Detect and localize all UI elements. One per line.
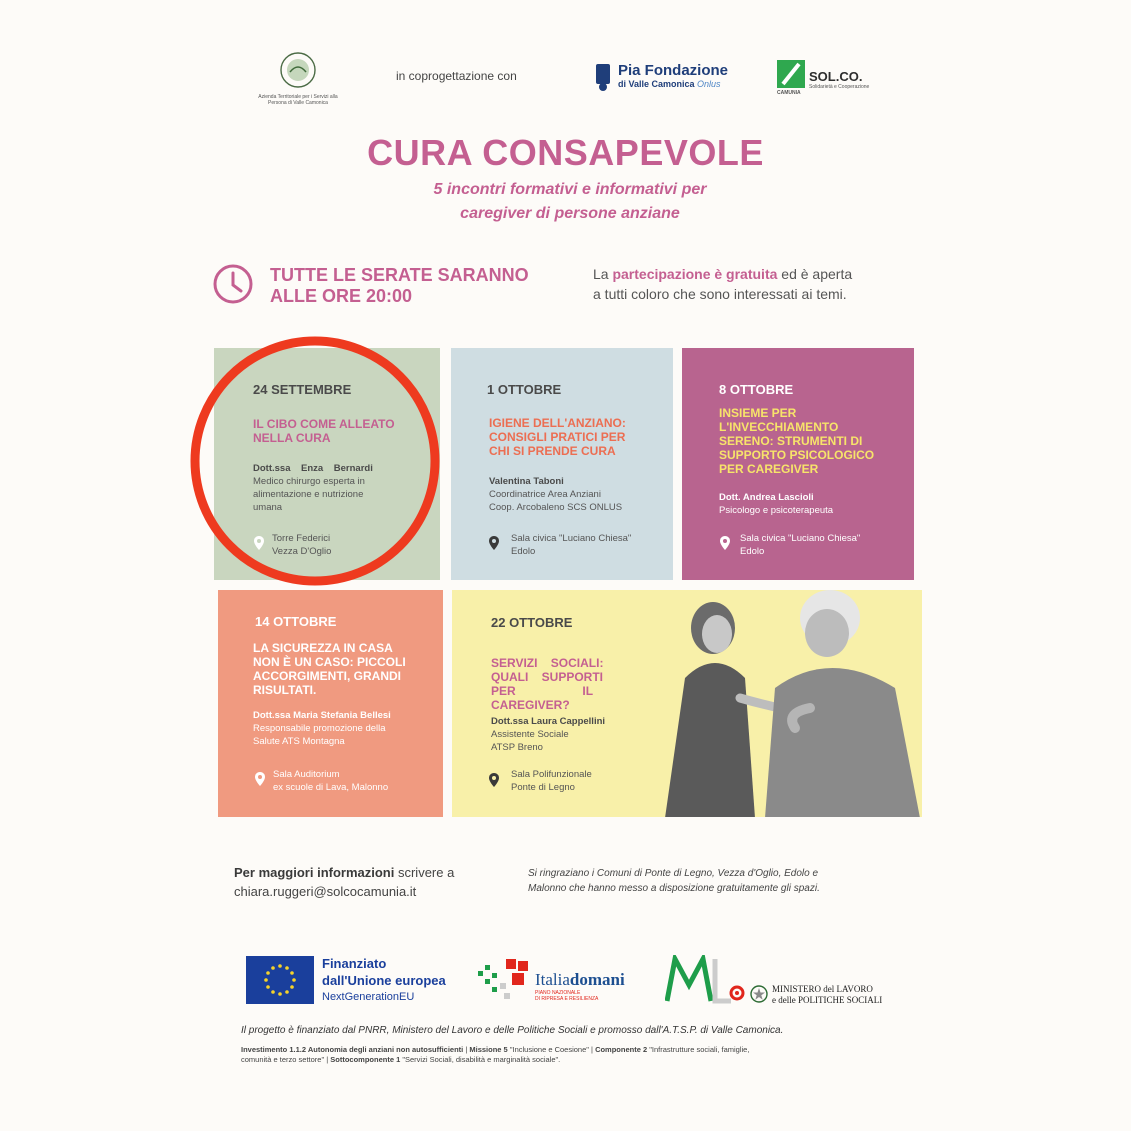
topic-line: IGIENE DELL'ANZIANO: (489, 416, 626, 430)
contact-bold: Per maggiori informazioni (234, 865, 395, 880)
topic-line: INSIEME PER (719, 406, 797, 420)
venue-line: Sala civica "Luciano Chiesa" (511, 533, 632, 544)
inv-b2: Missione 5 (469, 1045, 508, 1054)
inv-t2: "Inclusione e Coesione" | (507, 1045, 596, 1054)
eu-line-3: NextGenerationEU (322, 991, 415, 1003)
schedule-time (270, 265, 529, 307)
event-topic (253, 641, 406, 697)
inv-b4: Sottocomponente 1 (330, 1055, 401, 1064)
event-venue (273, 768, 388, 794)
inv-t4: comunità e terzo settore" | (241, 1055, 331, 1064)
event-venue (511, 768, 592, 794)
inv-b1: Investimento 1.1.2 Autonomia degli anziani non autosufficienti (241, 1045, 464, 1054)
location-pin-icon (255, 772, 265, 786)
event-speaker: Dott. Andrea Lascioli (719, 492, 814, 503)
ministero-line-1: MINISTERO del LAVORO (772, 984, 873, 994)
role-line: Coordinatrice Area Anziani (489, 489, 601, 500)
contact-email[interactable]: chiara.ruggeri@solcocamunia.it (234, 884, 417, 899)
italiadomani-logo (535, 970, 625, 1002)
time-line-1: TUTTE LE SERATE SARANNO (270, 265, 529, 285)
solco-name: SOL.CO. (809, 69, 863, 84)
italiadomani-name-b: domani (569, 970, 625, 989)
ministero-text (772, 984, 882, 1006)
event-card-14-ottobre (218, 590, 443, 817)
highlight-circle (187, 333, 449, 595)
event-topic (491, 656, 603, 712)
venue-line: Torre Federici (272, 533, 331, 544)
coprogettazione-label: in coprogettazione con (396, 69, 517, 83)
event-speaker-role (489, 488, 622, 514)
topic-line: SUPPORTO PSICOLOGICO (719, 448, 875, 462)
event-venue (511, 532, 631, 558)
italiadomani-emblem-icon (476, 957, 532, 1003)
inv-t5: "Servizi Sociali, disabilità e marginalità sociale". (400, 1055, 561, 1064)
solco-tag: CAMUNIA (777, 90, 801, 96)
role-line: Assistente Sociale (491, 729, 569, 740)
event-speaker: Dott.ssa Enza Bernardi (253, 463, 373, 474)
thanks-line: Si ringraziano i Comuni di Ponte di Legno, Vezza d'Oglio, Edolo e (528, 868, 819, 879)
inv-t1: | (463, 1045, 470, 1054)
location-pin-icon (489, 536, 499, 550)
caregiver-photo (645, 590, 922, 817)
solco-emblem-icon (777, 60, 805, 92)
page-title: CURA CONSAPEVOLE (367, 132, 764, 173)
venue-line: Ponte di Legno (511, 782, 575, 793)
eu-funding-text (322, 955, 446, 1006)
event-speaker-role (253, 722, 386, 748)
time-line-2: ALLE ORE 20:00 (270, 286, 413, 306)
inv-b3: Componente 2 (595, 1045, 648, 1054)
funding-disclaimer: Il progetto è finanziato dal PNRR, Ministero del Lavoro e delle Politiche Sociali e promosso dall'A.T.S.P. di Valle Camonica. (241, 1025, 784, 1036)
thanks-line: Malonno che hanno messo a disposizione gratuitamente gli spazi. (528, 883, 820, 894)
pia-sub2: Onlus (697, 79, 721, 89)
atsp-emblem-icon (258, 50, 338, 90)
role-line: ATSP Breno (491, 742, 543, 753)
contact-info (234, 863, 454, 901)
event-speaker: Valentina Taboni (489, 476, 564, 487)
event-date: 8 OTTOBRE (719, 382, 794, 397)
italiadomani-name (535, 970, 625, 990)
topic-line: RISULTATI. (253, 683, 317, 697)
italiadomani-sub1: PIANO NAZIONALE (535, 990, 581, 996)
event-date: 14 OTTOBRE (255, 614, 337, 629)
italiadomani-name-a: Italia (535, 970, 570, 989)
topic-line: NELLA CURA (253, 431, 331, 445)
pia-sub (618, 79, 721, 89)
topic-line: CHI SI PRENDE CURA (489, 444, 616, 458)
role-line: Medico chirurgo esperta in (253, 476, 365, 487)
solco-sub: Solidarietà e Cooperazione (809, 84, 870, 90)
role-line: alimentazione e nutrizione (253, 489, 364, 500)
info-line-1 (593, 264, 923, 284)
thanks-note (528, 866, 820, 896)
topic-line: ACCORGIMENTI, GRANDI (253, 669, 401, 683)
atsp-caption: Azienda Territoriale per i Servizi alla Persona di Valle Camonica (258, 94, 338, 106)
contact-line-1 (234, 863, 454, 882)
topic-line: CONSIGLI PRATICI PER (489, 430, 626, 444)
role-line: Coop. Arcobaleno SCS ONLUS (489, 502, 623, 513)
role-line: Salute ATS Montagna (253, 736, 345, 747)
event-speaker: Dott.ssa Laura Cappellini (491, 716, 606, 727)
topic-line: SERENO: STRUMENTI DI (719, 434, 863, 448)
atsp-logo (258, 50, 338, 106)
topic-line: SERVIZI SOCIALI: (491, 656, 604, 670)
info-line-2: a tutti coloro che sono interessati ai temi. (593, 286, 847, 302)
info-pre: La (593, 266, 613, 282)
topic-line: PER IL (491, 684, 594, 698)
venue-line: Edolo (511, 546, 536, 557)
pia-sub1: di Valle Camonica (618, 79, 695, 89)
event-speaker: Dott.ssa Maria Stefania Bellesi (253, 710, 391, 721)
topic-line: LA SICUREZZA IN CASA (253, 641, 393, 655)
ministero-logo-icon (665, 955, 745, 1005)
event-topic (719, 406, 874, 476)
topic-line: CAREGIVER? (491, 698, 570, 712)
investment-line-2 (241, 1055, 901, 1065)
pia-fondazione-logo (594, 62, 744, 92)
info-bold: partecipazione è gratuita (612, 266, 778, 282)
venue-line: ex scuole di Lava, Malonno (273, 782, 389, 793)
event-topic (489, 416, 626, 458)
venue-line: Sala civica "Luciano Chiesa" (740, 533, 861, 544)
event-card-22-ottobre (452, 590, 922, 817)
pia-fondazione-emblem-icon (594, 62, 612, 92)
ministero-line-2: e delle POLITICHE SOCIALI (772, 995, 883, 1005)
venue-line: Sala Auditorium (273, 769, 340, 780)
venue-line: Sala Polifunzionale (511, 769, 592, 780)
topic-line: QUALI SUPPORTI (491, 670, 604, 684)
clock-icon (212, 263, 254, 305)
venue-line: Edolo (740, 546, 765, 557)
topic-line: L'INVECCHIAMENTO (719, 420, 839, 434)
event-venue (740, 532, 860, 558)
page-subtitle (0, 178, 1131, 226)
venue-line: Vezza D'Oglio (272, 546, 332, 557)
role-line: Psicologo e psicoterapeuta (719, 505, 834, 516)
subtitle-line-1: 5 incontri formativi e informativi per (433, 181, 707, 198)
investment-details (241, 1045, 901, 1065)
info-post: ed è aperta (777, 266, 853, 282)
role-line: Responsabile promozione della (253, 723, 386, 734)
pia-name: Pia Fondazione (618, 62, 729, 79)
topic-line: NON È UN CASO: PICCOLI (253, 655, 406, 669)
event-card-8-ottobre (682, 348, 914, 580)
event-date: 24 SETTEMBRE (253, 382, 352, 397)
location-pin-icon (720, 536, 730, 550)
contact-rest: scrivere a (394, 865, 455, 880)
event-speaker-role (491, 728, 569, 754)
eu-line-2: dall'Unione europea (322, 973, 446, 988)
subtitle-line-2: caregiver di persone anziane (460, 205, 680, 222)
inv-t3: "Infrastrutture sociali, famiglie, (647, 1045, 750, 1054)
solco-logo (777, 60, 877, 100)
event-card-1-ottobre (451, 348, 673, 580)
eu-line-1: Finanziato (322, 956, 387, 971)
participation-info (593, 264, 923, 304)
italiadomani-sub2: DI RIPRESA E RESILIENZA (535, 996, 599, 1002)
italian-republic-emblem-icon (750, 985, 768, 1003)
role-line: umana (253, 502, 283, 513)
event-date: 22 OTTOBRE (491, 615, 573, 630)
topic-line: PER CAREGIVER (719, 462, 819, 476)
topic-line: IL CIBO COME ALLEATO (253, 417, 395, 431)
eu-flag-icon (246, 956, 314, 1004)
event-speaker-role (719, 504, 833, 517)
investment-line-1 (241, 1045, 901, 1055)
location-pin-icon (489, 773, 499, 787)
event-date: 1 OTTOBRE (487, 382, 562, 397)
